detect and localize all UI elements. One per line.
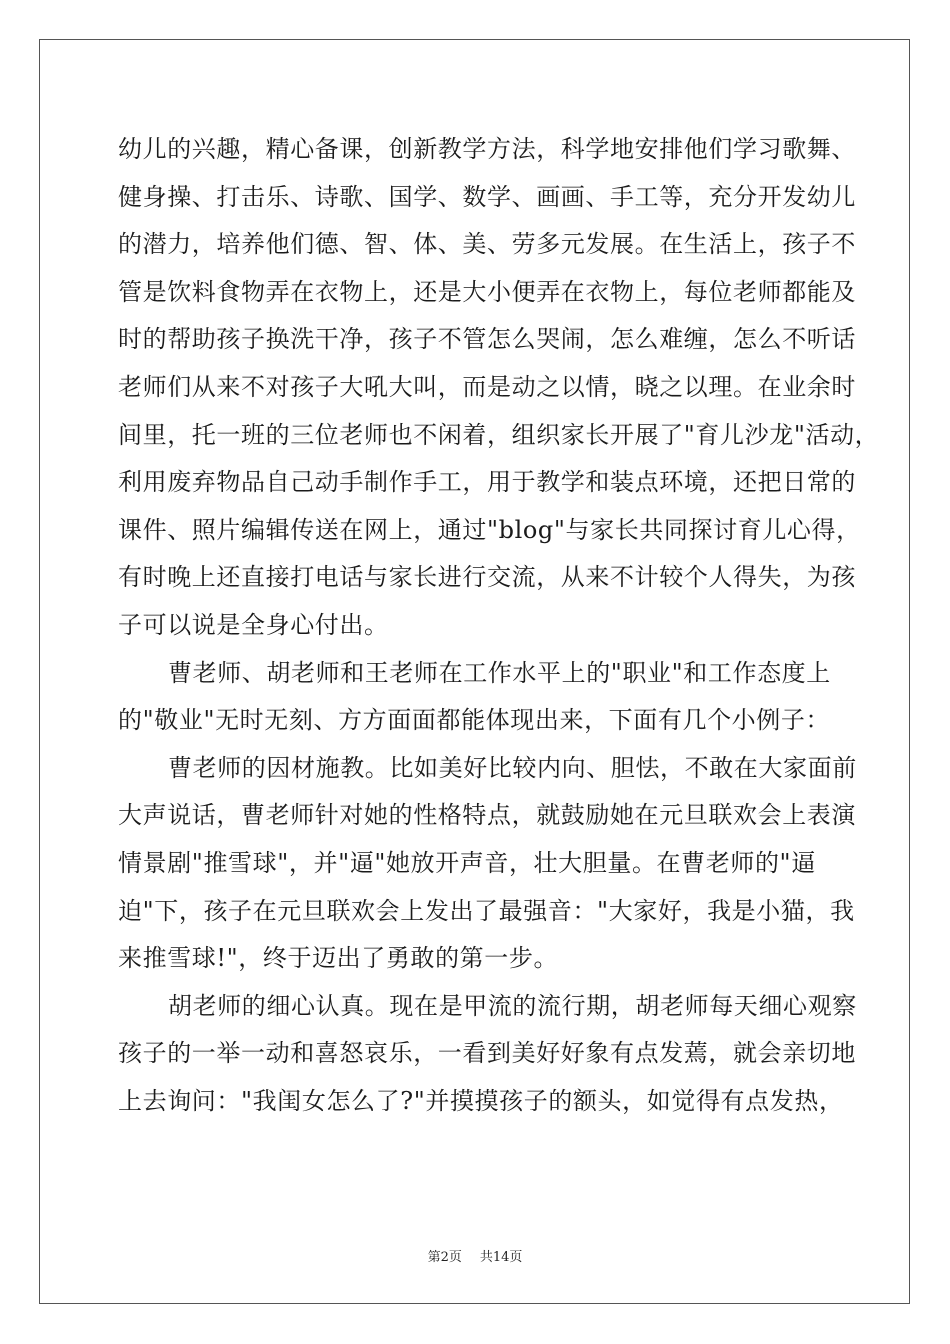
paragraph-start-line: 曹老师的因材施教。比如美好比较内向、胆怯，不敢在大家面前 (168, 753, 857, 782)
text-line: 迫"下，孩子在元旦联欢会上发出了最强音："大家好，我是小猫，我 (118, 896, 855, 925)
text-line: 孩子的一举一动和喜怒哀乐，一看到美好好象有点发蔫，就会亲切地 (118, 1039, 856, 1068)
text-line: 子可以说是全身心付出。 (118, 610, 389, 639)
text-line: 课件、照片编辑传送在网上，通过"blog"与家长共同探讨育儿心得， (118, 515, 861, 544)
page-total: 共14页 (479, 1250, 523, 1265)
text-line: 健身操、打击乐、诗歌、国学、数学、画画、手工等，充分开发幼儿 (118, 182, 856, 211)
text-line: 时的帮助孩子换洗干净，孩子不管怎么哭闹，怎么难缠，怎么不听话 (118, 325, 856, 354)
text-line: 的潜力，培养他们德、智、体、美、劳多元发展。在生活上，孩子不 (118, 230, 856, 259)
text-line: 老师们从来不对孩子大吼大叫，而是动之以情，晓之以理。在业余时 (118, 372, 856, 401)
text-line: 上去询问："我闺女怎么了?"并摸摸孩子的额头，如觉得有点发热， (118, 1086, 844, 1115)
text-line: 幼儿的兴趣，精心备课，创新教学方法，科学地安排他们学习歌舞、 (118, 135, 856, 163)
page-footer (0, 1246, 950, 1265)
text-line: 利用废弃物品自己动手制作手工，用于教学和装点环境，还把日常的 (118, 468, 856, 497)
paragraph-start-line: 曹老师、胡老师和王老师在工作水平上的"职业"和工作态度上 (168, 658, 831, 687)
text-line: 来推雪球!"，终于迈出了勇敢的第一步。 (118, 944, 559, 973)
page-number: 第2页 (427, 1250, 462, 1265)
text-line: 有时晚上还直接打电话与家长进行交流，从来不计较个人得失，为孩 (118, 563, 856, 592)
paragraph-start-line: 胡老师的细心认真。现在是甲流的流行期，胡老师每天细心观察 (168, 991, 857, 1020)
text-line: 情景剧"推雪球"，并"逼"她放开声音，壮大胆量。在曹老师的"逼 (118, 848, 816, 877)
document-body (118, 126, 880, 1125)
text-line: 管是饮料食物弄在衣物上，还是大小便弄在衣物上，每位老师都能及 (118, 277, 856, 306)
text-line: 的"敬业"无时无刻、方方面面都能体现出来，下面有几个小例子： (118, 706, 831, 735)
text-line: 大声说话，曹老师针对她的性格特点，就鼓励她在元旦联欢会上表演 (118, 801, 856, 830)
text-line: 间里，托一班的三位老师也不闲着，组织家长开展了"育儿沙龙"活动， (118, 420, 880, 449)
